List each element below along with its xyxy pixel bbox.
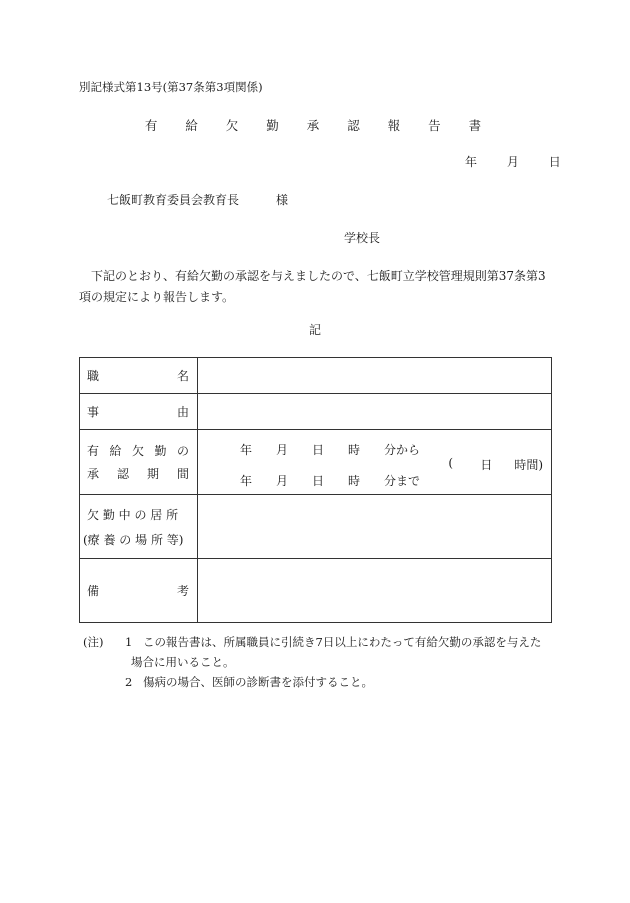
document-title: 有 給 欠 勤 承 認 報 告 書 — [144, 118, 494, 133]
from-day: 日 — [312, 443, 325, 457]
from-hour: 時 — [348, 443, 361, 457]
label-char: 欠 — [131, 444, 144, 458]
date-month: 月 — [506, 155, 519, 169]
duration-box — [448, 456, 543, 473]
label-char: 給 — [109, 444, 122, 458]
period-to — [240, 472, 420, 489]
ki-heading: 記 — [308, 323, 321, 337]
label-text: 由 — [176, 405, 189, 419]
period-from — [240, 441, 420, 458]
to-month: 月 — [276, 474, 289, 488]
label-char: 勤 — [154, 444, 167, 458]
to-minute: 分まで — [384, 474, 421, 488]
to-year: 年 — [240, 474, 253, 488]
notes — [83, 632, 558, 692]
label-position — [80, 358, 198, 394]
date-year: 年 — [465, 155, 478, 169]
label-text: 考 — [176, 584, 189, 598]
from-month: 月 — [276, 443, 289, 457]
label-char: 承 — [87, 467, 100, 481]
form-number: 別記様式第13号(第37条第3項関係) — [79, 80, 263, 94]
to-day: 日 — [312, 474, 325, 488]
date-line — [465, 156, 561, 168]
table-row — [80, 559, 552, 623]
label-text: 職 — [87, 369, 100, 383]
note-text: この報告書は、所属職員に引続き7日以上にわたって有給欠勤の承認を与えた — [143, 635, 542, 649]
value-remarks[interactable] — [198, 559, 552, 623]
label-remarks — [80, 559, 198, 623]
value-position[interactable] — [198, 358, 552, 394]
label-text: 事 — [87, 405, 100, 419]
label-text: (療 養 の 場 所 等) — [83, 532, 184, 547]
table-row — [80, 495, 552, 559]
addressee-honorific: 様 — [276, 193, 289, 207]
to-hour: 時 — [348, 474, 361, 488]
label-residence — [80, 495, 198, 559]
duration-open: ( — [448, 456, 453, 470]
label-char: 有 — [87, 444, 100, 458]
label-char: 認 — [116, 467, 129, 481]
label-approval-period — [80, 430, 198, 495]
note-number: 2 — [125, 675, 133, 689]
from-minute: 分から — [384, 443, 421, 457]
label-text: 欠 勤 中 の 居 所 — [87, 507, 179, 522]
label-char: 期 — [146, 467, 159, 481]
record-table — [79, 357, 552, 623]
duration-hour: 時間) — [514, 458, 543, 472]
addressee: 七飯町教育委員会教育長 — [107, 193, 240, 207]
table-row — [80, 430, 552, 495]
from-year: 年 — [240, 443, 253, 457]
label-char: の — [176, 444, 189, 458]
table-row — [80, 394, 552, 430]
body-text: 下記のとおり、有給欠勤の承認を与えましたので、七飯町立学校管理規則第37条第3項の規定により報告します。 — [79, 269, 546, 304]
note-text: 傷病の場合、医師の診断書を添付すること。 — [143, 675, 373, 689]
value-approval-period[interactable] — [198, 430, 552, 495]
notes-prefix: (注) — [83, 635, 104, 649]
value-reason[interactable] — [198, 394, 552, 430]
duration-day: 日 — [480, 458, 493, 472]
table-row — [80, 358, 552, 394]
label-text: 備 — [87, 584, 100, 598]
sender-principal: 学校長 — [344, 231, 381, 245]
date-day: 日 — [548, 155, 561, 169]
note-text-cont: 場合に用いること。 — [131, 655, 235, 669]
note-number: 1 — [125, 635, 133, 649]
label-char: 間 — [176, 467, 189, 481]
value-residence[interactable] — [198, 495, 552, 559]
label-reason — [80, 394, 198, 430]
label-text: 名 — [176, 369, 189, 383]
